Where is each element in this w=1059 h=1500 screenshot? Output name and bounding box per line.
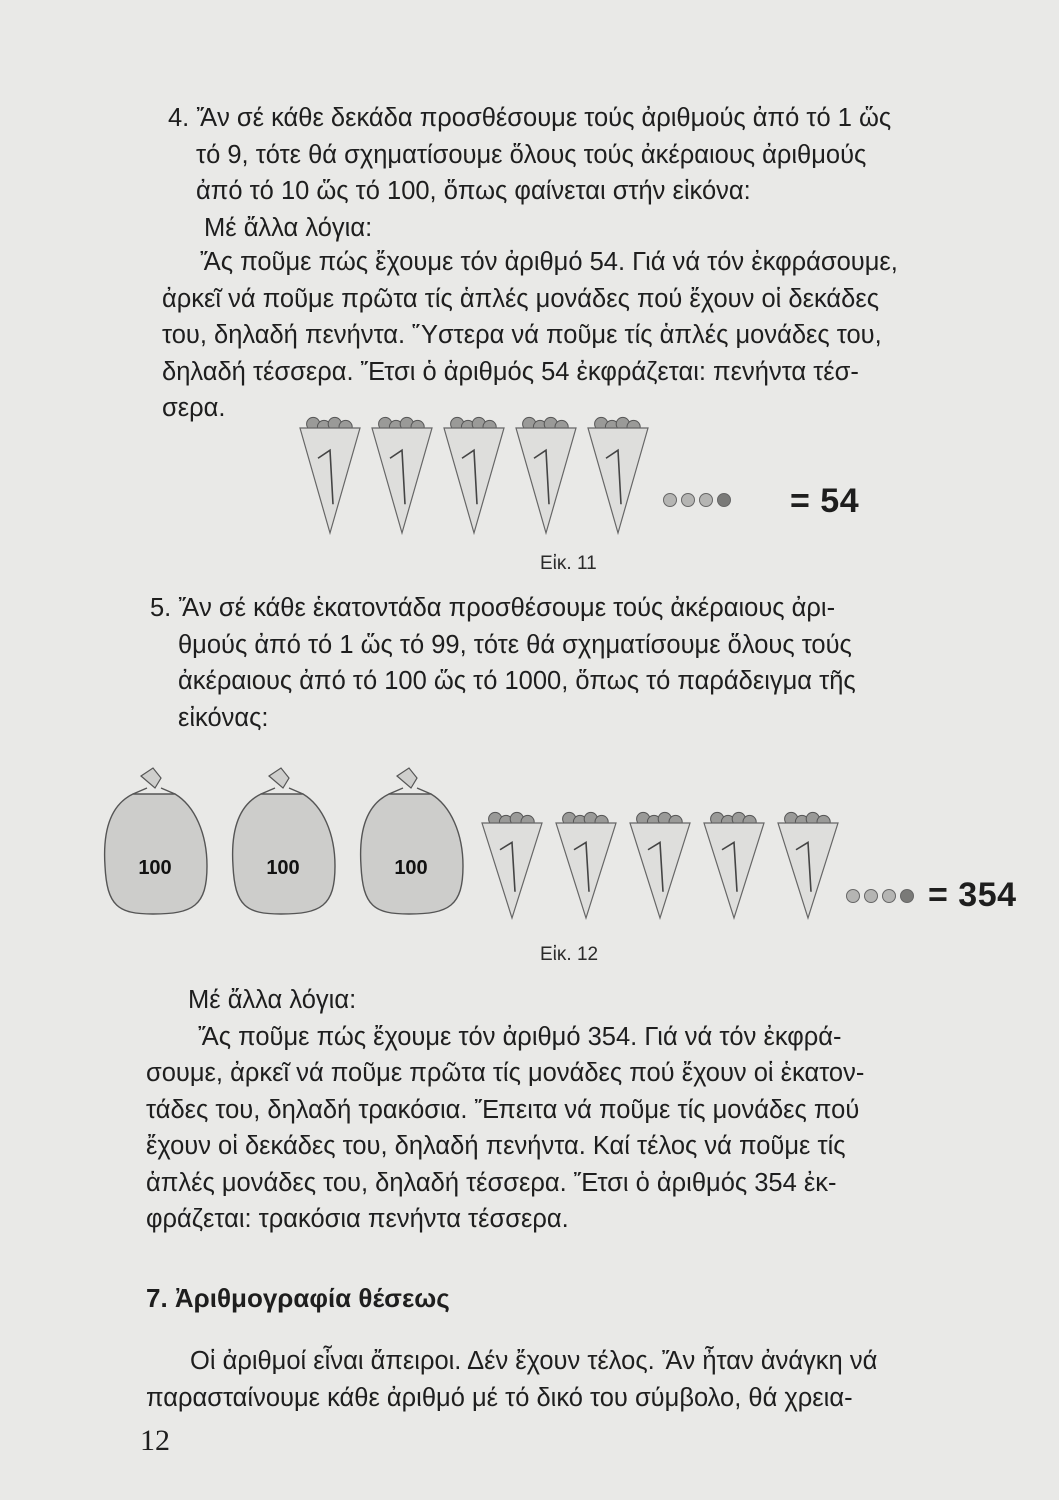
- unit-dot: [664, 494, 677, 507]
- cone-of-ten: [778, 812, 838, 918]
- cone-of-ten: [444, 417, 504, 533]
- text-line: ἀκέραιους ἀπό τό 100 ὥς τό 1000, ὅπως τό παράδειγμα τῆς: [178, 667, 856, 695]
- bag-label: 100: [138, 857, 172, 879]
- item-5-intro: [150, 590, 1030, 736]
- bag-of-hundred: [233, 768, 335, 914]
- cone-of-ten: [516, 417, 576, 533]
- text-line: ἀπό τό 10 ὥς τό 100, ὅπως φαίνεται στήν εἰκόνα:: [196, 177, 751, 205]
- item-4-body: [162, 244, 1032, 427]
- unit-dot: [718, 494, 731, 507]
- unit-dot: [883, 890, 896, 903]
- text-line: παρασταίνουμε κάθε ἀριθμό μέ τό δικό του σύμβολο, θά χρεια-: [146, 1383, 853, 1412]
- text-line: ἀρκεῖ νά ποῦμε πρῶτα τίς ἁπλές μονάδες πού ἔχουν οἱ δεκάδες: [162, 284, 879, 313]
- text-line: σουμε, ἀρκεῖ νά ποῦμε πρῶτα τίς μονάδες πού ἔχουν οἱ ἑκατον-: [146, 1059, 865, 1087]
- bag-of-hundred: [361, 768, 463, 914]
- figure-11-caption: Εἰκ. 11: [540, 553, 597, 574]
- section-7-heading: 7. Ἀριθμογραφία θέσεως: [146, 1283, 450, 1313]
- text-line: ἔχουν οἱ δεκάδες του, δηλαδή πενήντα. Καί τέλος νά ποῦμε τίς: [146, 1132, 846, 1160]
- figure-12-bags: [95, 760, 435, 930]
- figure-11-equation: = 54: [790, 482, 860, 520]
- text-line: θμούς ἀπό τό 1 ὥς τό 99, τότε θά σχηματίσουμε ὅλους τούς: [178, 630, 852, 659]
- text-line: 4. Ἄν σέ κάθε δεκάδα προσθέσουμε τούς ἀριθμούς ἀπό τό 1 ὥς: [168, 104, 892, 132]
- cone-of-ten: [588, 417, 648, 533]
- text-line: δηλαδή τέσσερα. Ἔτσι ὁ ἀριθμός 54 ἐκφράζεται: πενήντα τέσ-: [162, 357, 859, 386]
- text-line: φράζεται: τρακόσια πενήντα τέσσερα.: [146, 1205, 569, 1233]
- item-5-body: [146, 982, 1026, 1238]
- unit-dot: [901, 890, 914, 903]
- unit-dot: [700, 494, 713, 507]
- cone-of-ten: [556, 812, 616, 918]
- text-line: σερα.: [162, 394, 226, 422]
- text-line: εἰκόνας:: [178, 703, 269, 732]
- text-line: Οἱ ἀριθμοί εἶναι ἄπειροι. Δέν ἔχουν τέλος. Ἄν ἦταν ἀνάγκη νά: [190, 1347, 878, 1375]
- text-line: Ἄς ποῦμε πώς ἔχουμε τόν ἀριθμό 54. Γιά νά τόν ἐκφράσουμε,: [200, 248, 898, 276]
- item-4-intro: [168, 100, 1028, 246]
- text-line: Μέ ἄλλα λόγια:: [188, 986, 357, 1014]
- cone-of-ten: [482, 812, 542, 918]
- text-line: ἁπλές μονάδες του, δηλαδή τέσσερα. Ἔτσι ὁ ἀριθμός 354 ἐκ-: [146, 1168, 837, 1197]
- figure-12-caption: Εἰκ. 12: [540, 944, 599, 965]
- bag-label: 100: [266, 857, 300, 879]
- bag-of-hundred: [105, 768, 207, 914]
- cone-of-ten: [300, 417, 360, 533]
- section-7-body: [146, 1343, 1026, 1416]
- text-line: Ἄς ποῦμε πώς ἔχουμε τόν ἀριθμό 354. Γιά νά τόν ἐκφρά-: [198, 1022, 842, 1051]
- unit-dot: [682, 494, 695, 507]
- cone-of-ten: [372, 417, 432, 533]
- figure-12-cones: [478, 805, 838, 925]
- page-number: 12: [140, 1424, 170, 1457]
- text-line: Μέ ἄλλα λόγια:: [204, 213, 373, 242]
- text-line: 5. Ἄν σέ κάθε ἑκατοντάδα προσθέσουμε τούς ἀκέραιους ἀρι-: [150, 594, 836, 622]
- unit-dot: [865, 890, 878, 903]
- unit-dot: [847, 890, 860, 903]
- figure-12-equation: = 354: [928, 876, 1017, 914]
- cone-of-ten: [704, 812, 764, 918]
- cone-of-ten: [630, 812, 690, 918]
- figure-11-cones: [290, 410, 690, 540]
- figure-11-unit-dots: [660, 488, 780, 512]
- text-line: τό 9, τότε θά σχηματίσουμε ὅλους τούς ἀκέραιους ἀριθμούς: [196, 140, 867, 169]
- bag-label: 100: [394, 857, 428, 879]
- text-line: τάδες του, δηλαδή τρακόσια. Ἔπειτα νά ποῦμε τίς μονάδες πού: [146, 1095, 860, 1124]
- text-line: του, δηλαδή πενήντα. Ὕστερα νά ποῦμε τίς ἁπλές μονάδες του,: [162, 321, 882, 349]
